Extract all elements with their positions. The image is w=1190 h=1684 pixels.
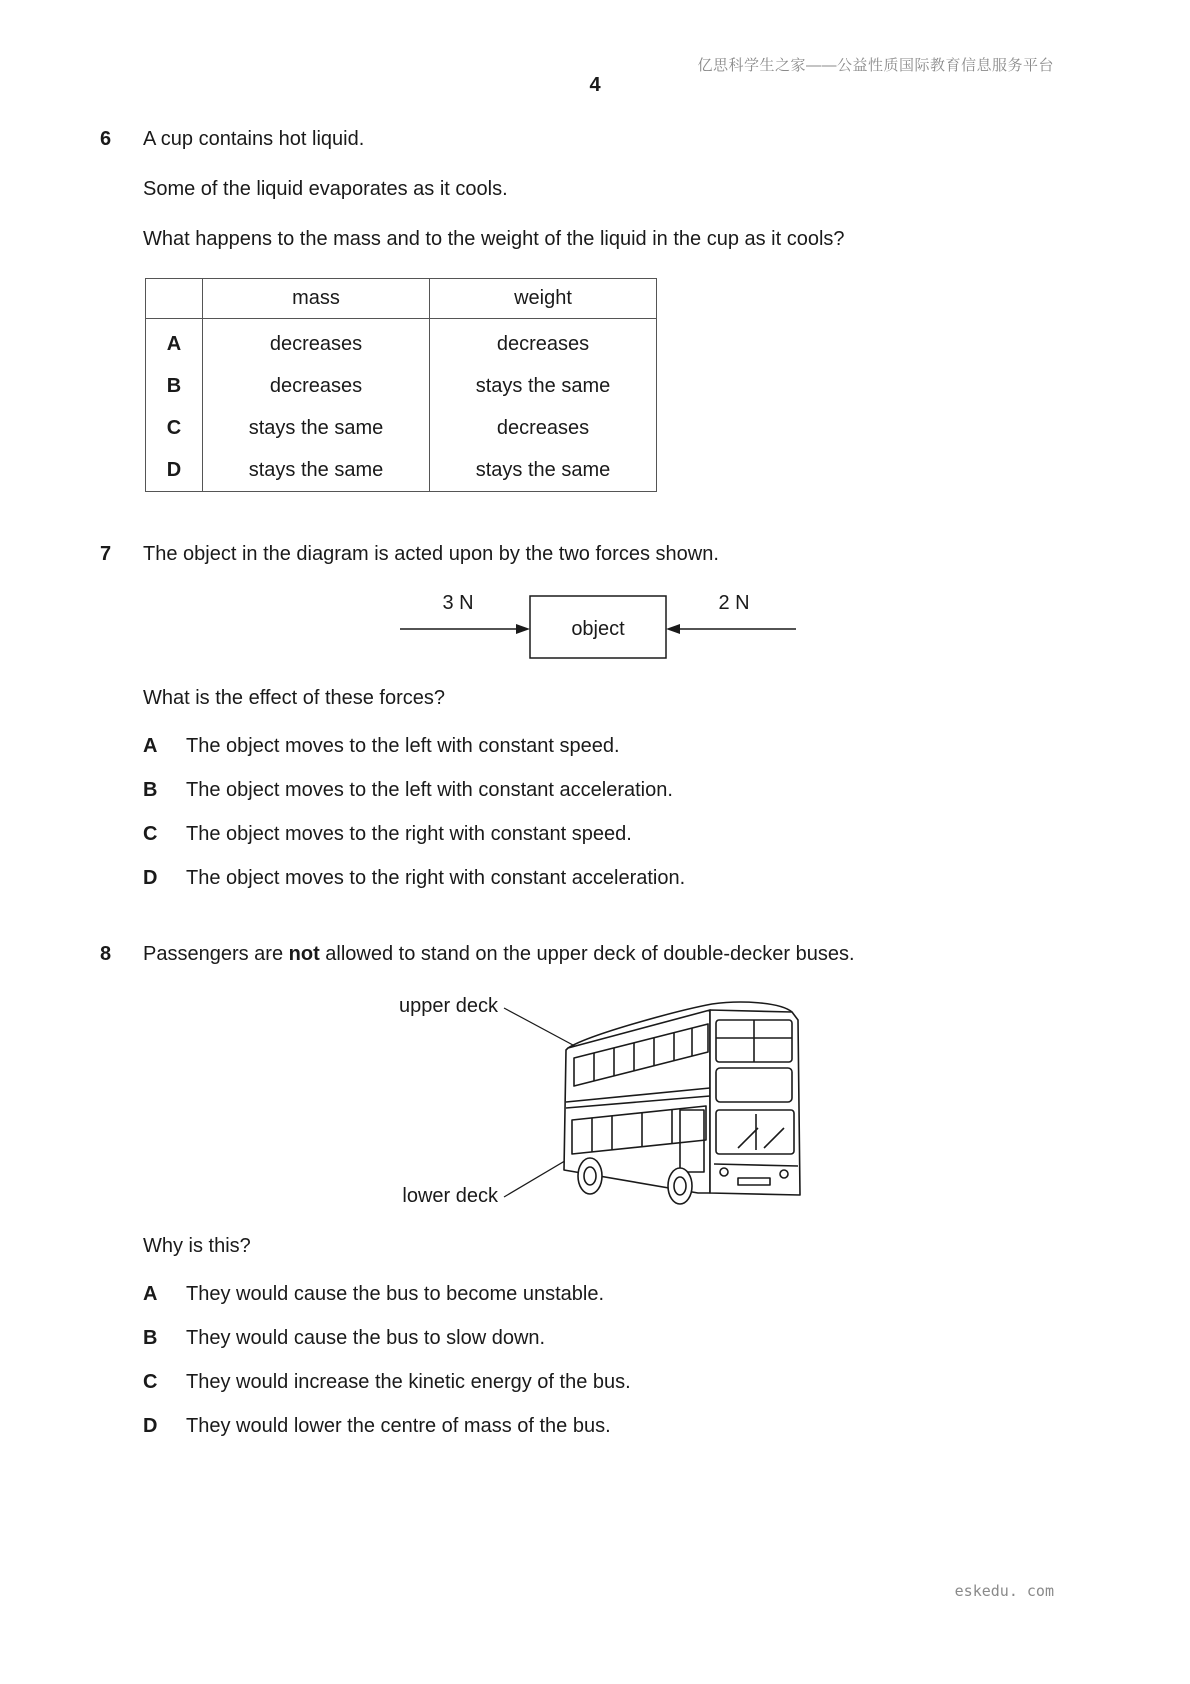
right-force-label: 2 N <box>718 592 750 614</box>
question-number-6: 6 <box>100 128 112 150</box>
left-force-label: 3 N <box>442 592 474 614</box>
q7-option-letter: D <box>143 867 158 889</box>
q8-option-text: They would cause the bus to become unstable. <box>186 1283 605 1305</box>
q7-question: What is the effect of these forces? <box>143 687 446 709</box>
q8-option-letter: B <box>143 1327 158 1349</box>
mass-weight-table <box>145 278 657 492</box>
table-header-row <box>146 279 657 319</box>
row-mass: decreases <box>203 365 430 407</box>
q8-option-letter: C <box>143 1371 158 1393</box>
q8-question: Why is this? <box>143 1235 251 1257</box>
q7-option-letter: B <box>143 779 158 801</box>
q7-option-text: The object moves to the left with constant acceleration. <box>186 779 673 801</box>
q7-option-text: The object moves to the left with constant speed. <box>186 735 620 757</box>
row-letter: A <box>146 319 203 366</box>
q7-option-letter: C <box>143 823 158 845</box>
table-header-blank <box>146 279 203 319</box>
q8-option-letter: D <box>143 1415 158 1437</box>
lower-deck-label: lower deck <box>402 1185 498 1207</box>
row-letter: D <box>146 449 203 492</box>
object-label: object <box>571 618 625 640</box>
row-weight: decreases <box>430 407 657 449</box>
bus-diagram <box>380 990 830 1215</box>
question-number-8: 8 <box>100 943 112 965</box>
double-decker-bus-icon <box>564 1002 800 1204</box>
upper-deck-label: upper deck <box>399 995 498 1017</box>
watermark: 亿思科学生之家——公益性质国际教育信息服务平台 <box>697 57 1054 74</box>
row-weight: decreases <box>430 319 657 366</box>
table-row <box>146 407 657 449</box>
q8-stem-after: allowed to stand on the upper deck of double-decker buses. <box>319 943 855 965</box>
table-header-mass: mass <box>203 279 430 319</box>
q8-option-text: They would lower the centre of mass of the bus. <box>186 1415 611 1437</box>
q8-option-letter: A <box>143 1283 158 1305</box>
q8-stem-bold: not <box>288 943 320 965</box>
q7-option-text: The object moves to the right with constant acceleration. <box>186 867 686 889</box>
row-mass: stays the same <box>203 407 430 449</box>
table-header-weight: weight <box>430 279 657 319</box>
q7-stem: The object in the diagram is acted upon by the two forces shown. <box>143 543 719 565</box>
row-mass: stays the same <box>203 449 430 492</box>
table-row <box>146 365 657 407</box>
q6-line-2: Some of the liquid evaporates as it cools. <box>143 178 508 200</box>
q6-line-3: What happens to the mass and to the weight of the liquid in the cup as it cools? <box>143 228 845 250</box>
right-pointing-arrowhead-icon <box>516 624 530 634</box>
q7-option-text: The object moves to the right with constant speed. <box>186 823 632 845</box>
question-number-7: 7 <box>100 543 112 565</box>
q6-line-1: A cup contains hot liquid. <box>143 128 365 150</box>
page-number: 4 <box>589 74 601 96</box>
q8-stem <box>143 943 855 966</box>
row-weight: stays the same <box>430 449 657 492</box>
footer-site: eskedu. com <box>954 1582 1054 1600</box>
q7-option-letter: A <box>143 735 158 757</box>
q8-stem-before: Passengers are <box>143 943 289 965</box>
table-row <box>146 319 657 366</box>
row-mass: decreases <box>203 319 430 366</box>
row-letter: C <box>146 407 203 449</box>
q8-option-text: They would increase the kinetic energy of the bus. <box>186 1371 631 1393</box>
row-letter: B <box>146 365 203 407</box>
table-row <box>146 449 657 492</box>
force-diagram <box>390 585 810 665</box>
q8-option-text: They would cause the bus to slow down. <box>186 1327 546 1349</box>
row-weight: stays the same <box>430 365 657 407</box>
